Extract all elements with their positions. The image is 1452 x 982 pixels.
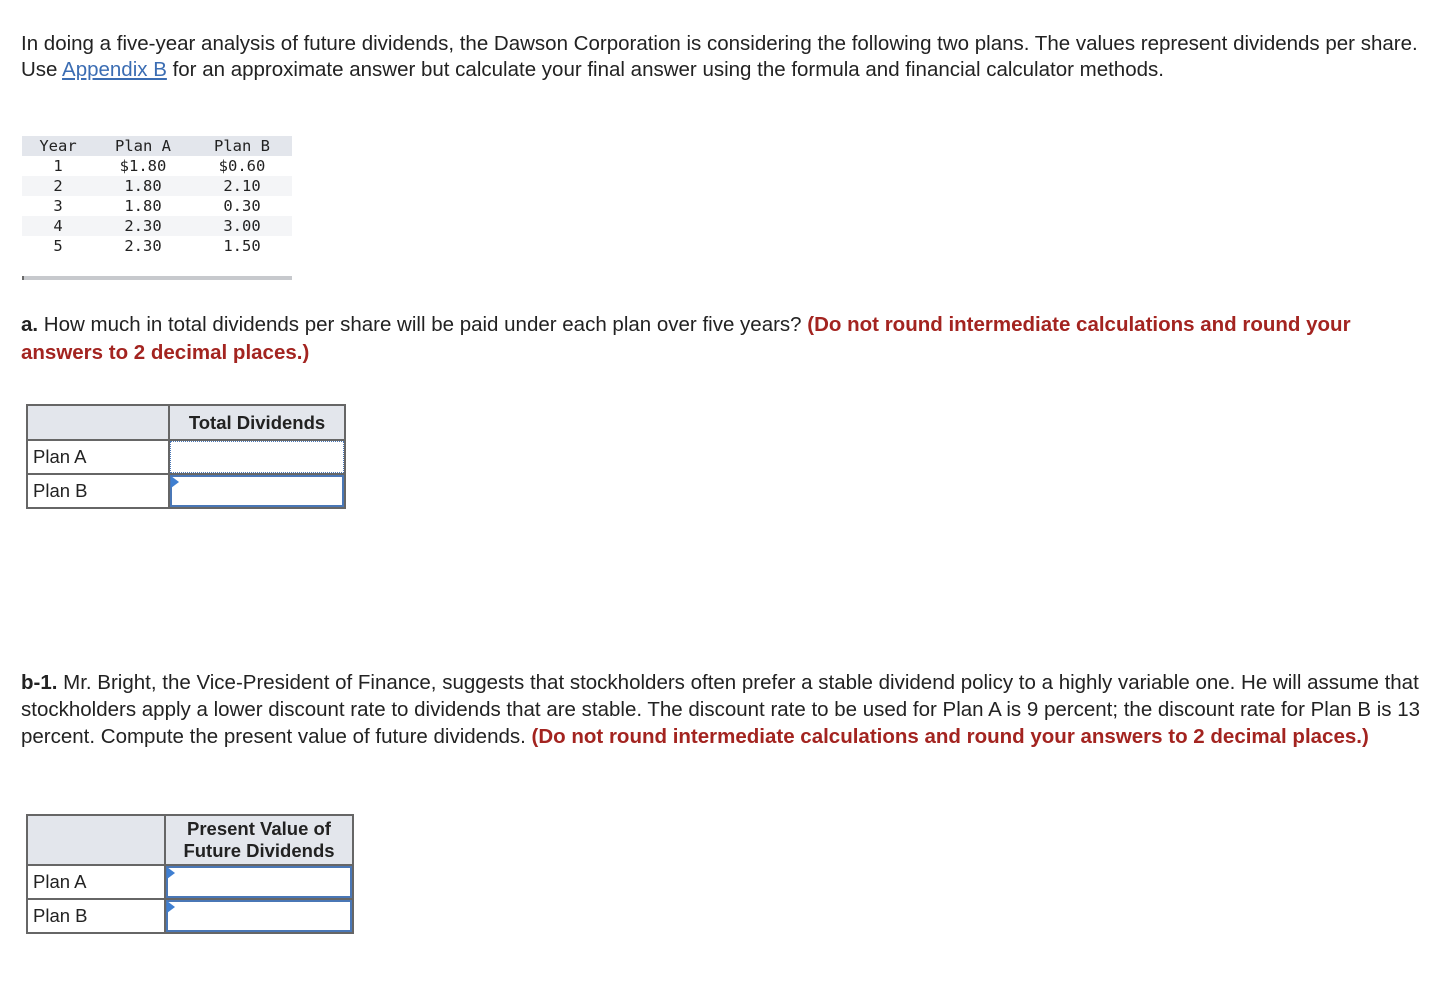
- year-cell: 1: [53, 157, 63, 175]
- plan-a-present-value-input[interactable]: [166, 866, 352, 898]
- present-value-header-line1: Present Value of: [187, 818, 331, 839]
- header-plan-a: Plan A: [94, 136, 192, 156]
- present-value-answer-table: [26, 814, 354, 934]
- plan-a-total-dividends-input[interactable]: [170, 441, 344, 473]
- appendix-b-link[interactable]: Appendix B: [62, 58, 167, 81]
- answer-flag-icon: [171, 476, 179, 488]
- dividend-data-table: [22, 136, 292, 280]
- empty-header-cell: [27, 815, 165, 865]
- plan-b-cell: $0.60: [218, 157, 266, 175]
- plan-b-cell: 1.50: [223, 237, 261, 255]
- intro-text-after: for an approximate answer but calculate your final answer using the formula and financial calculator methods.: [166, 58, 1164, 81]
- question-a-text: How much in total dividends per share will be paid under each plan over five years?: [38, 313, 808, 336]
- present-value-header: [165, 815, 353, 865]
- year-cell: 2: [22, 176, 94, 196]
- table-row: [27, 440, 345, 474]
- plan-a-total-cell: [169, 440, 345, 474]
- plan-a-cell: 2.30: [94, 216, 192, 236]
- plan-b-total-dividends-input[interactable]: [170, 475, 344, 507]
- plan-b-present-value-input[interactable]: [166, 900, 352, 932]
- plan-a-pv-cell: [165, 865, 353, 899]
- row-label-plan-b: Plan B: [27, 899, 165, 933]
- table-row: [22, 236, 292, 256]
- year-cell: 4: [22, 216, 94, 236]
- table-row: [22, 176, 292, 196]
- header-plan-b: Plan B: [192, 136, 292, 156]
- plan-b-total-cell: [169, 474, 345, 508]
- header-year: Year: [22, 136, 94, 156]
- plan-a-cell: 2.30: [124, 237, 162, 255]
- question-b1-label: b-1.: [21, 671, 58, 694]
- year-cell: 5: [53, 237, 63, 255]
- plan-b-cell: 2.10: [192, 176, 292, 196]
- table-row: [22, 216, 292, 236]
- question-b1-text: Mr. Bright, the Vice-President of Finance, suggests that stockholders often prefer a stable dividend policy to a highly variable one. He will assume that stockholders apply a lower discount rate to dividends that are stable. The discount rate to be used for Plan A is 9 percent; the discount rate for Plan B is 13 percent. Compute the present value of future dividends.: [21, 671, 1420, 748]
- year-cell: 3: [53, 197, 63, 215]
- question-a-label: a.: [21, 313, 39, 336]
- table-row: [27, 474, 345, 508]
- plan-b-cell: 3.00: [192, 216, 292, 236]
- table-footer-bar: [22, 276, 292, 280]
- problem-intro: [21, 31, 1431, 83]
- question-a-instruction: (Do not round intermediate calculations and round your answers to 2 decimal places.): [21, 313, 1351, 364]
- table-row: [27, 899, 353, 933]
- answer-flag-icon: [167, 901, 175, 913]
- empty-header-cell: [27, 405, 169, 440]
- intro-text-before: In doing a five-year analysis of future dividends, the Dawson Corporation is considering the following two plans. The values represent dividends per share. Use: [21, 32, 1418, 81]
- row-label-plan-a: Plan A: [27, 440, 169, 474]
- plan-b-cell: 0.30: [223, 197, 261, 215]
- table-row: [27, 865, 353, 899]
- plan-a-cell: $1.80: [119, 157, 167, 175]
- question-b1-instruction: (Do not round intermediate calculations and round your answers to 2 decimal places.): [531, 725, 1369, 748]
- total-dividends-header: Total Dividends: [169, 405, 345, 440]
- row-label-plan-a: Plan A: [27, 865, 165, 899]
- present-value-header-line2: Future Dividends: [183, 840, 335, 861]
- question-a: [21, 311, 1431, 367]
- table-row: [22, 156, 292, 176]
- table-row: [22, 196, 292, 216]
- plan-b-pv-cell: [165, 899, 353, 933]
- answer-flag-icon: [167, 867, 175, 879]
- question-b1: [21, 669, 1431, 750]
- row-label-plan-b: Plan B: [27, 474, 169, 508]
- total-dividends-answer-table: [26, 404, 346, 509]
- plan-a-cell: 1.80: [94, 176, 192, 196]
- plan-a-cell: 1.80: [124, 197, 162, 215]
